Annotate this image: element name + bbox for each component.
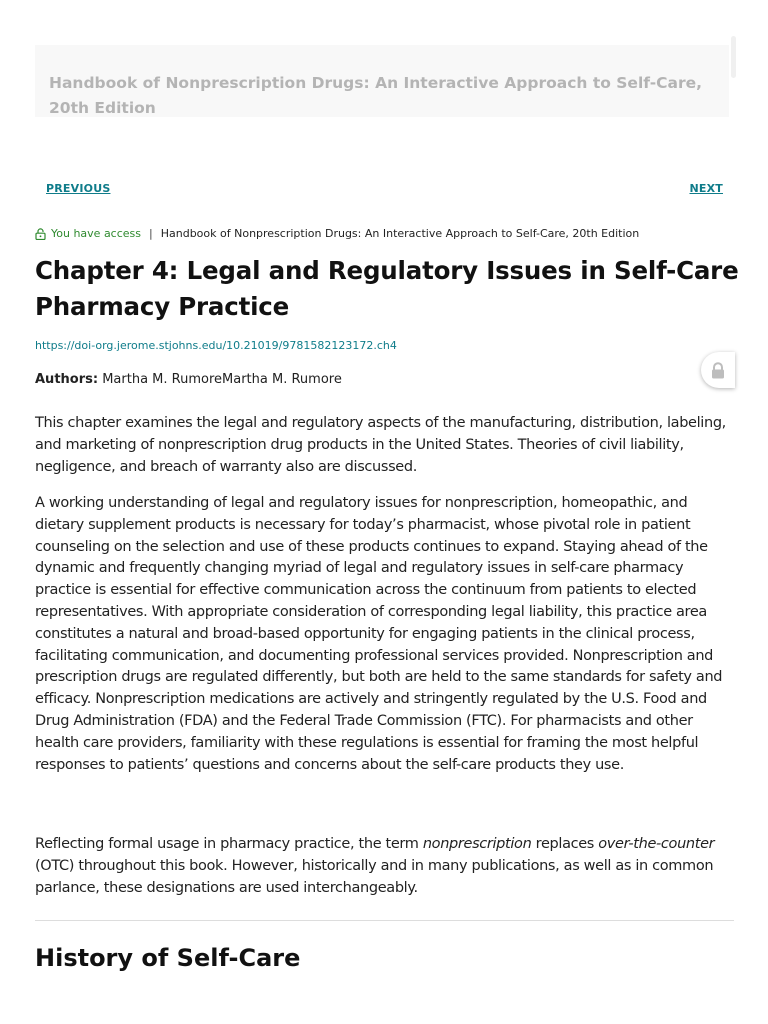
book-banner bbox=[35, 45, 729, 117]
terminology-text-1: Reflecting formal usage in pharmacy practice, the term bbox=[35, 836, 423, 852]
authors-names[interactable]: Martha M. RumoreMartha M. Rumore bbox=[102, 372, 342, 387]
floating-lock-button[interactable] bbox=[701, 352, 735, 388]
terminology-paragraph bbox=[35, 834, 740, 899]
doi-link[interactable]: https://doi-org.jerome.stjohns.edu/10.21019/9781582123172.ch4 bbox=[35, 339, 397, 352]
access-book-title: Handbook of Nonprescription Drugs: An Interactive Approach to Self-Care, 20th Edition bbox=[160, 227, 640, 240]
terminology-text-3: (OTC) throughout this book. However, historically and in many publications, as well as in common parlance, these designations are used interchangeably. bbox=[35, 857, 714, 896]
next-link[interactable]: NEXT bbox=[689, 182, 723, 195]
term-nonprescription: nonprescription bbox=[422, 836, 532, 852]
terminology-text-2: replaces bbox=[531, 836, 599, 852]
access-separator: | bbox=[149, 227, 153, 240]
access-row bbox=[35, 226, 735, 242]
chapter-title: Chapter 4: Legal and Regulatory Issues in Self-Care Pharmacy Practice bbox=[35, 256, 739, 321]
section-heading: History of Self-Care bbox=[35, 944, 301, 972]
access-status: You have access bbox=[51, 227, 142, 240]
book-title[interactable]: Handbook of Nonprescription Drugs: An Interactive Approach to Self-Care, 20th Edition bbox=[49, 74, 703, 117]
lock-icon bbox=[710, 362, 726, 379]
authors-label: Authors: bbox=[35, 372, 99, 387]
lock-open-icon bbox=[35, 228, 46, 240]
banner-scroll-edge bbox=[731, 36, 736, 78]
section-divider bbox=[35, 920, 734, 921]
abstract-paragraph: This chapter examines the legal and regulatory aspects of the manufacturing, distribution, labeling, and marketing of nonprescription drug products in the United States. Theories of civil liability, negligence, and breach of warranty also are discussed. bbox=[35, 415, 726, 475]
previous-link[interactable]: PREVIOUS bbox=[46, 182, 111, 195]
intro-paragraph: A working understanding of legal and regulatory issues for nonprescription, homeopathic, and dietary supplement products is necessary for today’s pharmacist, whose pivotal role in patient counseling on the selection and use of these products continues to expand. Staying ahead of the dynamic and frequently changing myriad of legal and regulatory issues in self-care pharmacy practice is essential for effective communication across the continuum from patients to elected representatives. With appropriate consideration of corresponding legal liability, this practice area constitutes a natural and broad-based opportunity for engaging patients in the clinical process, facilitating communication, and documenting professional services provided. Nonprescription and prescription drugs are regulated differently, but both are held to the same standards for safety and efficacy. Nonprescription medications are actively and stringently regulated by the U.S. Food and Drug Administration (FDA) and the Federal Trade Commission (FTC). For pharmacists and other health care providers, familiarity with these regulations is essential for framing the most helpful responses to patients’ questions and concerns about the self-care products they use. bbox=[35, 495, 723, 773]
term-over-the-counter: over-the-counter bbox=[598, 836, 715, 852]
authors-line bbox=[35, 372, 342, 387]
